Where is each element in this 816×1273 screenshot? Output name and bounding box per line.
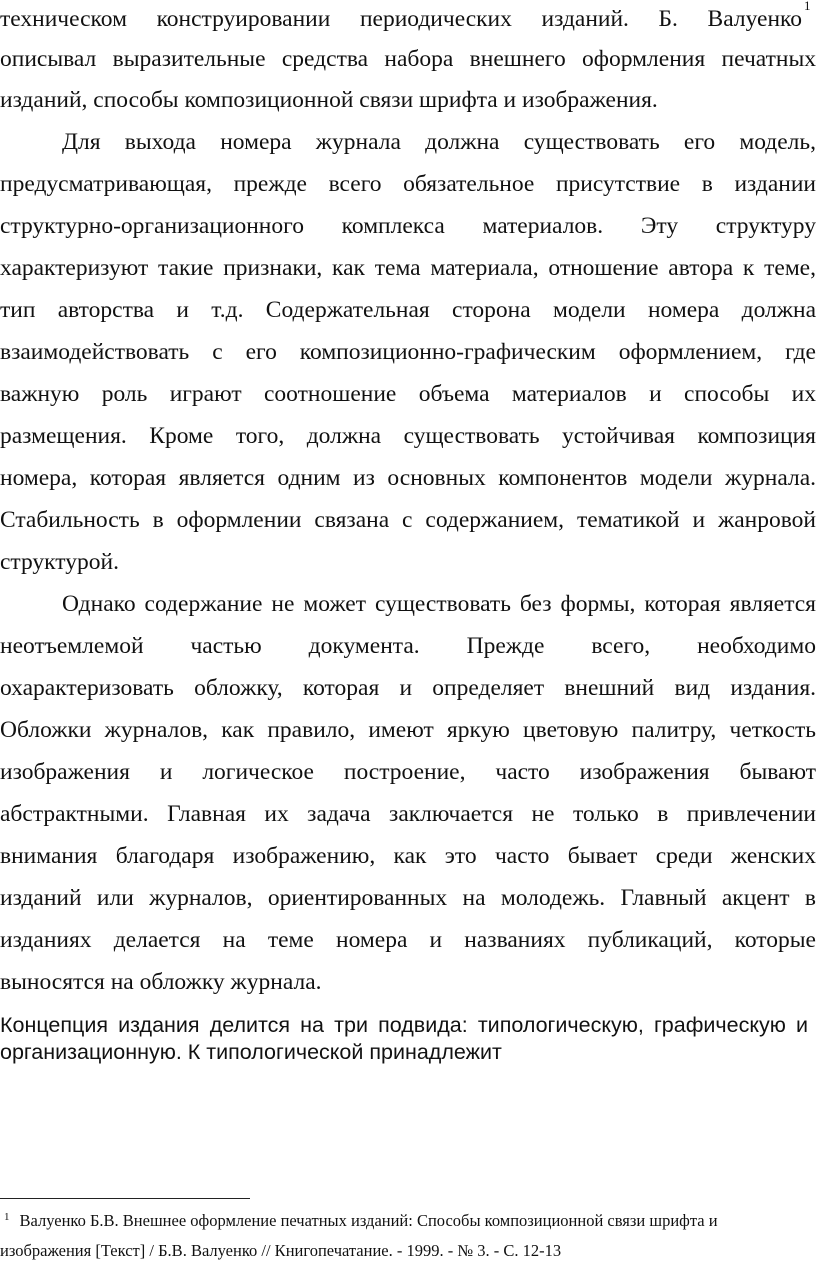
paragraph-2-line-10: Стабильность в оформлении связана с содержанием, тематикой и жанровой bbox=[0, 507, 816, 533]
paragraph-3-line-3: охарактеризовать обложку, которая и определяет внешний вид издания. bbox=[0, 675, 816, 701]
paragraph-2-line-11: структурой. bbox=[0, 549, 119, 575]
paragraph-2-line-8: размещения. Кроме того, должна существовать устойчивая композиция bbox=[0, 423, 816, 449]
footnote-line-2: изображения [Текст] / Б.В. Валуенко // Книгопечатание. - 1999. - № 3. - С. 12-13 bbox=[0, 1241, 562, 1260]
footnote-separator bbox=[0, 1198, 250, 1199]
footnote-mark: 1 bbox=[4, 1210, 10, 1223]
paragraph-2-line-9: номера, которая является одним из основных компонентов модели журнала. bbox=[0, 465, 816, 491]
paragraph-3-line-9: изданиях делается на теме номера и названиях публикаций, которые bbox=[0, 927, 816, 953]
paragraph-4-line-2: организационную. К типологической принадлежит bbox=[0, 1040, 502, 1064]
paragraph-2-line-3: структурно-организационного комплекса материалов. Эту структуру bbox=[0, 213, 816, 239]
paragraph-3-line-4: Обложки журналов, как правило, имеют яркую цветовую палитру, четкость bbox=[0, 717, 816, 743]
paragraph-2-line-1: Для выхода номера журнала должна существовать его модель, bbox=[62, 129, 816, 155]
paragraph-1-line-1: техническом конструировании периодических изданий. Б. Валуенко bbox=[0, 6, 802, 32]
paragraph-2-line-4: характеризуют такие признаки, как тема материала, отношение автора к теме, bbox=[0, 255, 816, 281]
paragraph-1-line-2: описывал выразительные средства набора внешнего оформления печатных bbox=[0, 46, 816, 72]
paragraph-3-line-6: абстрактными. Главная их задача заключается не только в привлечении bbox=[0, 801, 816, 827]
paragraph-2-line-6: взаимодействовать с его композиционно-графическим оформлением, где bbox=[0, 339, 816, 365]
paragraph-3-line-10: выносятся на обложку журнала. bbox=[0, 969, 322, 995]
paragraph-2-line-5: тип авторства и т.д. Содержательная сторона модели номера должна bbox=[0, 297, 816, 323]
paragraph-3-line-2: неотъемлемой частью документа. Прежде всего, необходимо bbox=[0, 633, 816, 659]
paragraph-3-line-5: изображения и логическое построение, часто изображения бывают bbox=[0, 759, 816, 785]
paragraph-4-line-1: Концепция издания делится на три подвида: типологическую, графическую и bbox=[0, 1013, 808, 1037]
paragraph-2-line-7: важную роль играют соотношение объема материалов и способы их bbox=[0, 381, 816, 407]
paragraph-3-line-7: внимания благодаря изображению, как это часто бывает среди женских bbox=[0, 843, 816, 869]
document-page: техническом конструировании периодических изданий. Б. Валуенко 1 описывал выразительные средства набора внешнего оформления печатных изданий, способы композиционной связи шрифта и изображения. Для выхода номера журнала должна существовать его модель, предусматривающая, прежде всего обязательное присутствие в издании структурно-организационного комплекса материалов. Эту структуру характеризуют такие признаки, как тема материала, отношение автора к теме, тип авторства и т.д. Содержательная сторона модели номера должна взаимодействовать с его композиционно-графическим оформлением, где важную роль играют соотношение объема материалов и способы их размещения. Кроме того, должна существовать устойчивая композиция номера, которая является одним из основных компонентов модели журнала. Стабильность в оформлении связана с содержанием, тематикой и жанровой структурой. Однако содержание не может существовать без формы, которая является неотъемлемой частью документа. Прежде всего, необходимо охарактеризовать обложку, которая и определяет внешний вид издания. Обложки журналов, как правило, имеют яркую цветовую палитру, четкость изображения и логическое построение, часто изображения бывают абстрактными. Главная их задача заключается не только в привлечении внимания благодаря изображению, как это часто бывает среди женских изданий или журналов, ориентированных на молодежь. Главный акцент в изданиях делается на теме номера и названиях публикаций, которые выносятся на обложку журнала. Концепция издания делится на три подвида: типологическую, графическую и организационную. К типологической принадлежит $^1$ Валуенко Б.В. Внешнее оформление печатных изданий: Способы композиционной связи шрифта и изображения [Текст] / Б.В. Валуенко // Книгопечатание. - 1999. - № 3. - С. 12-13 bbox=[0, 0, 816, 1260]
footnote-line-1: $^1$ Валуенко Б.В. Внешнее оформление печатных изданий: Способы композиционной связи шрифта и bbox=[4, 1210, 718, 1230]
paragraph-3-line-8: изданий или журналов, ориентированных на молодежь. Главный акцент в bbox=[0, 885, 816, 911]
paragraph-3-line-1: Однако содержание не может существовать без формы, которая является bbox=[62, 591, 816, 617]
paragraph-1-line-3: изданий, способы композиционной связи шрифта и изображения. bbox=[0, 87, 658, 113]
paragraph-2-line-2: предусматривающая, прежде всего обязательное присутствие в издании bbox=[0, 171, 816, 197]
